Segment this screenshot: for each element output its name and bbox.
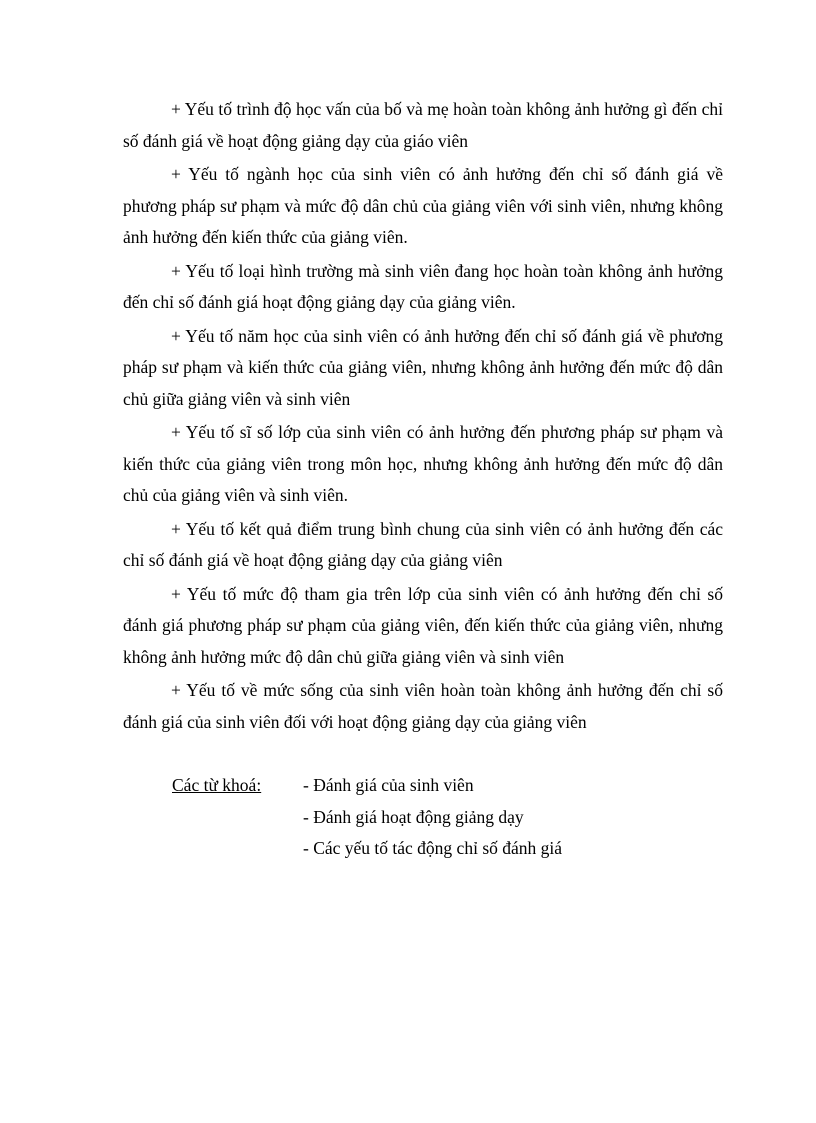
finding-paragraph: + Yếu tố ngành học của sinh viên có ảnh hưởng đến chỉ số đánh giá về phương pháp sư phạm và mức độ dân chủ của giảng viên với sinh viên, nhưng không ảnh hưởng đến kiến thức của giảng viên.	[123, 164, 723, 247]
finding-paragraph: + Yếu tố năm học của sinh viên có ảnh hưởng đến chỉ số đánh giá về phương pháp sư phạm và kiến thức của giảng viên, nhưng không ảnh hưởng đến mức độ dân chủ giữa giảng viên và sinh viên	[123, 325, 723, 409]
findings-list	[123, 94, 723, 740]
finding-paragraph: + Yếu tố sĩ số lớp của sinh viên có ảnh hưởng đến phương pháp sư phạm và kiến thức của giảng viên trong môn học, nhưng không ảnh hưởng đến mức độ dân chủ của giảng viên và sinh viên.	[123, 422, 723, 505]
finding-paragraph: + Yếu tố trình độ học vấn của bố và mẹ hoàn toàn không ảnh hưởng gì đến chỉ số đánh giá về hoạt động giảng dạy của giáo viên	[123, 99, 723, 151]
keyword-item: - Đánh giá của sinh viên	[303, 775, 474, 795]
keywords-list	[303, 770, 562, 865]
finding-paragraph: + Yếu tố mức độ tham gia trên lớp của sinh viên có ảnh hưởng đến chỉ số đánh giá phương pháp sư phạm của giảng viên, đến kiến thức của giảng viên, nhưng không ảnh hưởng mức độ dân chủ giữa giảng viên và sinh viên	[123, 583, 723, 667]
finding-paragraph: + Yếu tố về mức sống của sinh viên hoàn toàn không ảnh hưởng đến chỉ số đánh giá của sinh viên đối với hoạt động giảng dạy của giảng viên	[123, 680, 723, 732]
finding-paragraph: + Yếu tố loại hình trường mà sinh viên đang học hoàn toàn không ảnh hưởng đến chỉ số đánh giá hoạt động giảng dạy của giảng viên.	[123, 260, 723, 312]
finding-paragraph: + Yếu tố kết quả điểm trung bình chung của sinh viên có ảnh hưởng đến các chỉ số đánh giá về hoạt động giảng dạy của giảng viên	[123, 518, 723, 570]
keyword-item: - Đánh giá hoạt động giảng dạy	[303, 806, 524, 827]
keywords-label: Các từ khoá:	[172, 775, 262, 795]
keyword-item: - Các yếu tố tác động chỉ số đánh giá	[303, 838, 563, 858]
